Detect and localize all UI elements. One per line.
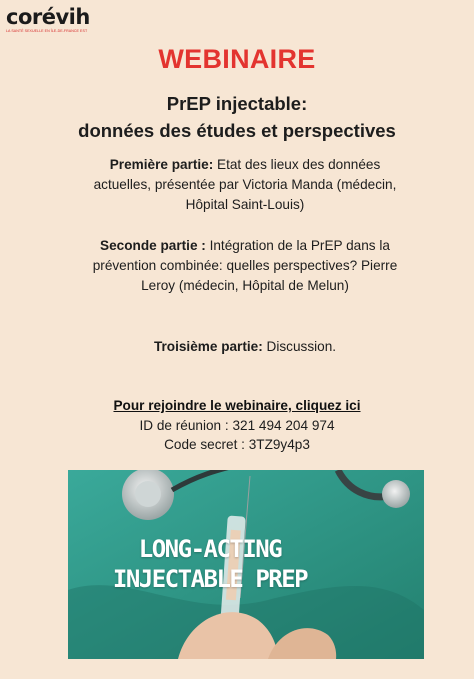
section-1-label: Première partie:	[109, 157, 214, 172]
section-1-text: Etat des lieux des données actuelles, présentée par Victoria Manda (médecin, Hôpital Saint-Louis)	[93, 157, 397, 212]
photo-caption	[68, 534, 352, 594]
join-block	[0, 396, 474, 455]
photo-caption-line-1: LONG-ACTING	[138, 535, 282, 563]
section-part-3	[80, 337, 410, 357]
page-subtitle	[0, 90, 474, 144]
photo-caption-line-2: INJECTABLE PREP	[112, 565, 308, 593]
secret-code: Code secret : 3TZ9y4p3	[164, 437, 310, 452]
logo-wordmark: corévih	[6, 5, 90, 29]
join-webinar-link[interactable]: Pour rejoindre le webinaire, cliquez ici	[113, 398, 361, 413]
injectable-prep-photo	[68, 470, 424, 659]
meeting-id: ID de réunion : 321 494 204 974	[139, 417, 335, 433]
logo-tagline: LA SANTÉ SEXUELLE EN ÎLE-DE-FRANCE EST	[6, 29, 88, 33]
subtitle-line-2: données des études et perspectives	[78, 120, 396, 141]
section-3-text: Discussion.	[262, 339, 337, 354]
section-part-1	[80, 155, 410, 215]
section-2-text: Intégration de la PrEP dans la prévention combinée: quelles perspectives? Pierre Leroy (médecin, Hôpital de Melun)	[92, 238, 398, 293]
page-title: WEBINAIRE	[158, 44, 316, 74]
subtitle-line-1: PrEP injectable:	[166, 93, 308, 114]
section-2-label: Seconde partie :	[100, 238, 206, 253]
corevih-logo	[6, 6, 96, 33]
section-part-2	[80, 236, 410, 296]
section-3-label: Troisième partie:	[153, 339, 263, 354]
